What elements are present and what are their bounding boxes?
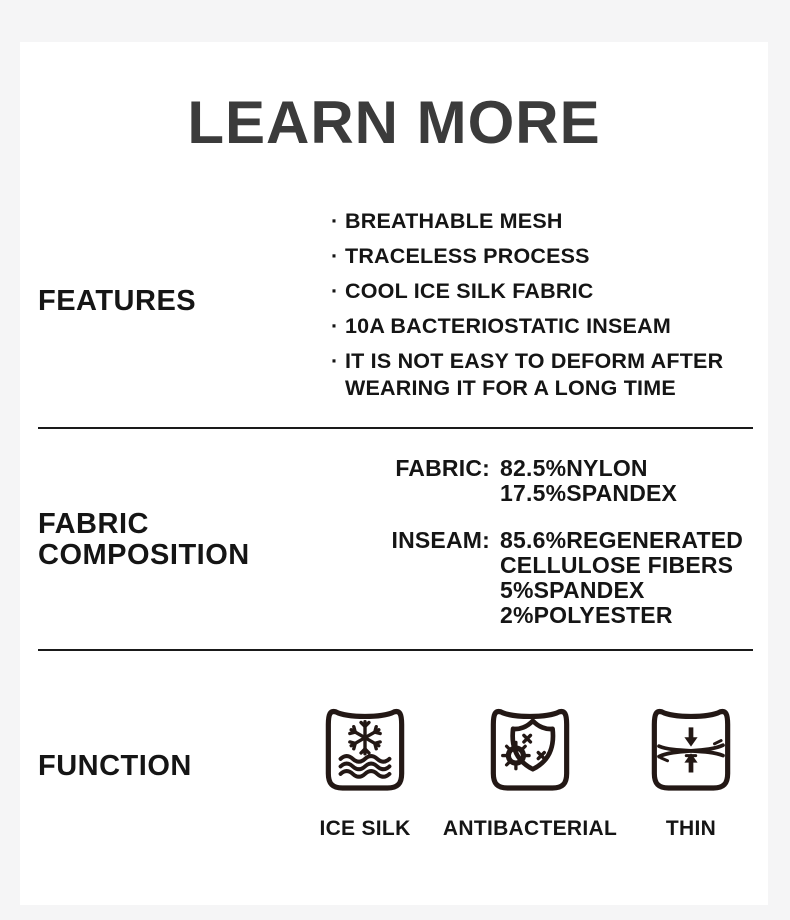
features-section-label: FEATURES	[38, 285, 197, 317]
thin-icon	[644, 702, 738, 796]
composition-value: 2%POLYESTER	[500, 602, 673, 628]
fabric-composition-row	[362, 456, 677, 506]
function-item-thin	[601, 702, 781, 841]
divider-line	[38, 649, 753, 651]
feature-item	[331, 208, 763, 235]
composition-row-name: FABRIC:	[395, 455, 490, 481]
composition-value: 82.5%NYLON	[500, 455, 648, 481]
features-list	[331, 208, 763, 410]
composition-value: 5%SPANDEX	[500, 577, 645, 603]
feature-text: BREATHABLE MESH	[345, 209, 563, 233]
function-item-label: ICE SILK	[319, 817, 411, 840]
function-item-antibacterial	[440, 702, 620, 841]
feature-item	[331, 243, 763, 270]
antibacterial-icon	[483, 702, 577, 796]
fabric-composition-label-line2: COMPOSITION	[38, 538, 250, 571]
snowflake-glyph	[349, 722, 381, 754]
content-card	[20, 42, 768, 905]
function-item-ice-silk	[275, 702, 455, 841]
composition-value: 17.5%SPANDEX	[500, 480, 678, 506]
composition-value: CELLULOSE FIBERS	[500, 552, 734, 578]
bullet-dot: ·	[331, 314, 339, 338]
inseam-composition-row	[362, 528, 743, 628]
feature-text: 10A BACTERIOSTATIC INSEAM	[345, 314, 671, 338]
bullet-dot: ·	[331, 349, 339, 373]
page-title: LEARN MORE	[187, 89, 601, 156]
function-section-label: FUNCTION	[38, 750, 192, 782]
divider-line	[38, 427, 753, 429]
feature-text: IT IS NOT EASY TO DEFORM AFTER WEARING IT FOR A LONG TIME	[345, 349, 724, 400]
feature-text: COOL ICE SILK FABRIC	[345, 279, 594, 303]
function-item-label: ANTIBACTERIAL	[442, 817, 618, 840]
composition-row-values	[500, 528, 743, 628]
composition-row-name: INSEAM:	[391, 527, 490, 553]
feature-item	[331, 313, 763, 340]
fabric-composition-section-label	[38, 509, 250, 570]
feature-item	[331, 278, 763, 305]
fabric-composition-label-line1: FABRIC	[38, 508, 149, 540]
function-item-label: THIN	[665, 817, 717, 840]
composition-value: 85.6%REGENERATED	[500, 527, 744, 553]
bullet-dot: ·	[331, 244, 339, 268]
water-waves-glyph	[341, 756, 390, 777]
ice-silk-icon	[318, 702, 412, 796]
composition-row-values	[500, 456, 677, 506]
feature-text: TRACELESS PROCESS	[345, 244, 590, 268]
bullet-dot: ·	[331, 279, 339, 303]
feature-item	[331, 348, 763, 402]
bullet-dot: ·	[331, 209, 339, 233]
